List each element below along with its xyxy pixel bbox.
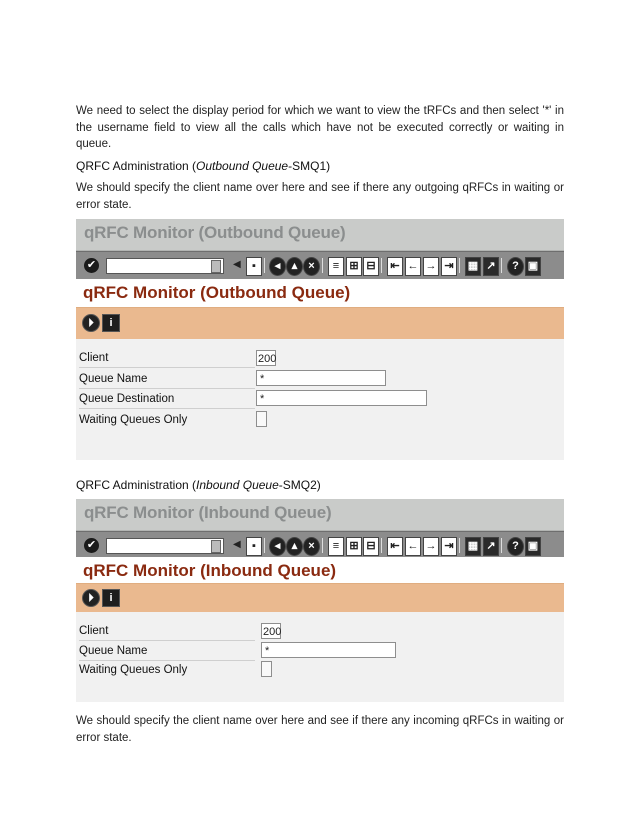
cancel-icon[interactable]: × (303, 537, 320, 556)
back-icon[interactable]: ◀ (233, 259, 241, 270)
window-title-bar (76, 219, 564, 251)
new-session-icon[interactable]: ▦ (465, 257, 481, 276)
queue-destination-field[interactable]: * (256, 390, 427, 406)
info-icon[interactable]: i (102, 589, 120, 607)
command-field[interactable] (106, 258, 224, 274)
layout-icon[interactable]: ▣ (525, 257, 541, 276)
client-label: Client (79, 625, 109, 637)
label-underline (79, 660, 255, 661)
client-label: Client (79, 352, 109, 364)
command-field[interactable] (106, 538, 224, 554)
toolbar-separator (381, 538, 382, 553)
inbound-heading: QRFC Administration (Inbound Queue-SMQ2) (76, 478, 321, 492)
outbound-sap-window (76, 219, 564, 460)
label-underline (79, 640, 255, 641)
first-page-icon[interactable]: ⇤ (387, 537, 403, 556)
exit-icon[interactable]: ▴ (286, 257, 303, 276)
help-icon[interactable]: ? (507, 537, 524, 556)
queue-name-field[interactable]: * (256, 370, 386, 386)
last-page-icon[interactable]: ⇥ (441, 257, 457, 276)
prev-page-icon[interactable]: ← (405, 537, 421, 556)
back-icon[interactable]: ◀ (233, 539, 241, 550)
system-toolbar (76, 531, 564, 560)
intro-paragraph: We need to select the display period for which we want to view the tRFCs and then select '*' in the username field to view all the calls which have not be executed correctly or waiting in queue. (76, 105, 564, 150)
find-next-icon[interactable]: ⊟ (363, 257, 379, 276)
prev-page-icon[interactable]: ← (405, 257, 421, 276)
layout-icon[interactable]: ▣ (525, 537, 541, 556)
nav-back-icon[interactable]: ◂ (269, 537, 286, 556)
waiting-queues-only-checkbox[interactable] (261, 661, 272, 677)
window-title-bar (76, 499, 564, 531)
first-page-icon[interactable]: ⇤ (387, 257, 403, 276)
next-page-icon[interactable]: → (423, 257, 439, 276)
client-field[interactable]: 200 (261, 623, 281, 639)
waiting-queues-only-label: Waiting Queues Only (79, 664, 188, 676)
toolbar-separator (264, 258, 265, 273)
application-title: qRFC Monitor (Outbound Queue) (83, 283, 351, 302)
nav-back-icon[interactable]: ◂ (269, 257, 286, 276)
toolbar-separator (381, 258, 382, 273)
label-underline (79, 408, 255, 409)
queue-destination-label: Queue Destination (79, 393, 175, 405)
cancel-icon[interactable]: × (303, 257, 320, 276)
queue-name-label: Queue Name (79, 373, 148, 385)
toolbar-separator (322, 538, 323, 553)
find-icon[interactable]: ⊞ (346, 537, 362, 556)
label-underline (79, 367, 255, 368)
queue-name-label: Queue Name (79, 645, 148, 657)
toolbar-separator (459, 538, 460, 553)
system-toolbar (76, 251, 564, 280)
application-toolbar (76, 583, 564, 612)
check-icon[interactable]: ✔ (84, 258, 99, 273)
toolbar-separator (264, 538, 265, 553)
selection-screen (76, 339, 564, 460)
help-icon[interactable]: ? (507, 257, 524, 276)
window-title: qRFC Monitor (Outbound Queue) (84, 223, 346, 242)
info-icon[interactable]: i (102, 314, 120, 332)
shortcut-icon[interactable]: ↗ (483, 257, 499, 276)
selection-screen (76, 612, 564, 702)
application-title: qRFC Monitor (Inbound Queue) (83, 561, 337, 580)
last-page-icon[interactable]: ⇥ (441, 537, 457, 556)
find-icon[interactable]: ⊞ (346, 257, 362, 276)
application-title-bar (76, 279, 564, 307)
shortcut-icon[interactable]: ↗ (483, 537, 499, 556)
toolbar-separator (501, 538, 502, 553)
exit-icon[interactable]: ▴ (286, 537, 303, 556)
execute-icon[interactable]: ⏵ (82, 589, 100, 607)
next-page-icon[interactable]: → (423, 537, 439, 556)
outbound-description: We should specify the client name over here and see if there any outgoing qRFCs in waiting or error state. (76, 182, 564, 211)
toolbar-separator (459, 258, 460, 273)
waiting-queues-only-checkbox[interactable] (256, 411, 267, 427)
new-session-icon[interactable]: ▦ (465, 537, 481, 556)
command-dropdown-icon[interactable] (211, 260, 221, 273)
print-icon[interactable]: ≡ (328, 537, 344, 556)
application-title-bar (76, 557, 564, 585)
execute-icon[interactable]: ⏵ (82, 314, 100, 332)
outbound-heading: QRFC Administration (Outbound Queue-SMQ1) (76, 159, 331, 173)
client-field[interactable]: 200 (256, 350, 276, 366)
save-icon[interactable]: ▪ (246, 537, 262, 556)
waiting-queues-only-label: Waiting Queues Only (79, 414, 188, 426)
queue-name-field[interactable]: * (261, 642, 396, 658)
find-next-icon[interactable]: ⊟ (363, 537, 379, 556)
label-underline (79, 388, 255, 389)
window-title: qRFC Monitor (Inbound Queue) (84, 503, 332, 522)
application-toolbar (76, 307, 564, 339)
command-dropdown-icon[interactable] (211, 540, 221, 553)
save-icon[interactable]: ▪ (246, 257, 262, 276)
inbound-description: We should specify the client name over here and see if there any incoming qRFCs in waiting or error state. (76, 715, 564, 744)
inbound-sap-window (76, 499, 564, 702)
toolbar-separator (322, 258, 323, 273)
print-icon[interactable]: ≡ (328, 257, 344, 276)
check-icon[interactable]: ✔ (84, 538, 99, 553)
toolbar-separator (501, 258, 502, 273)
